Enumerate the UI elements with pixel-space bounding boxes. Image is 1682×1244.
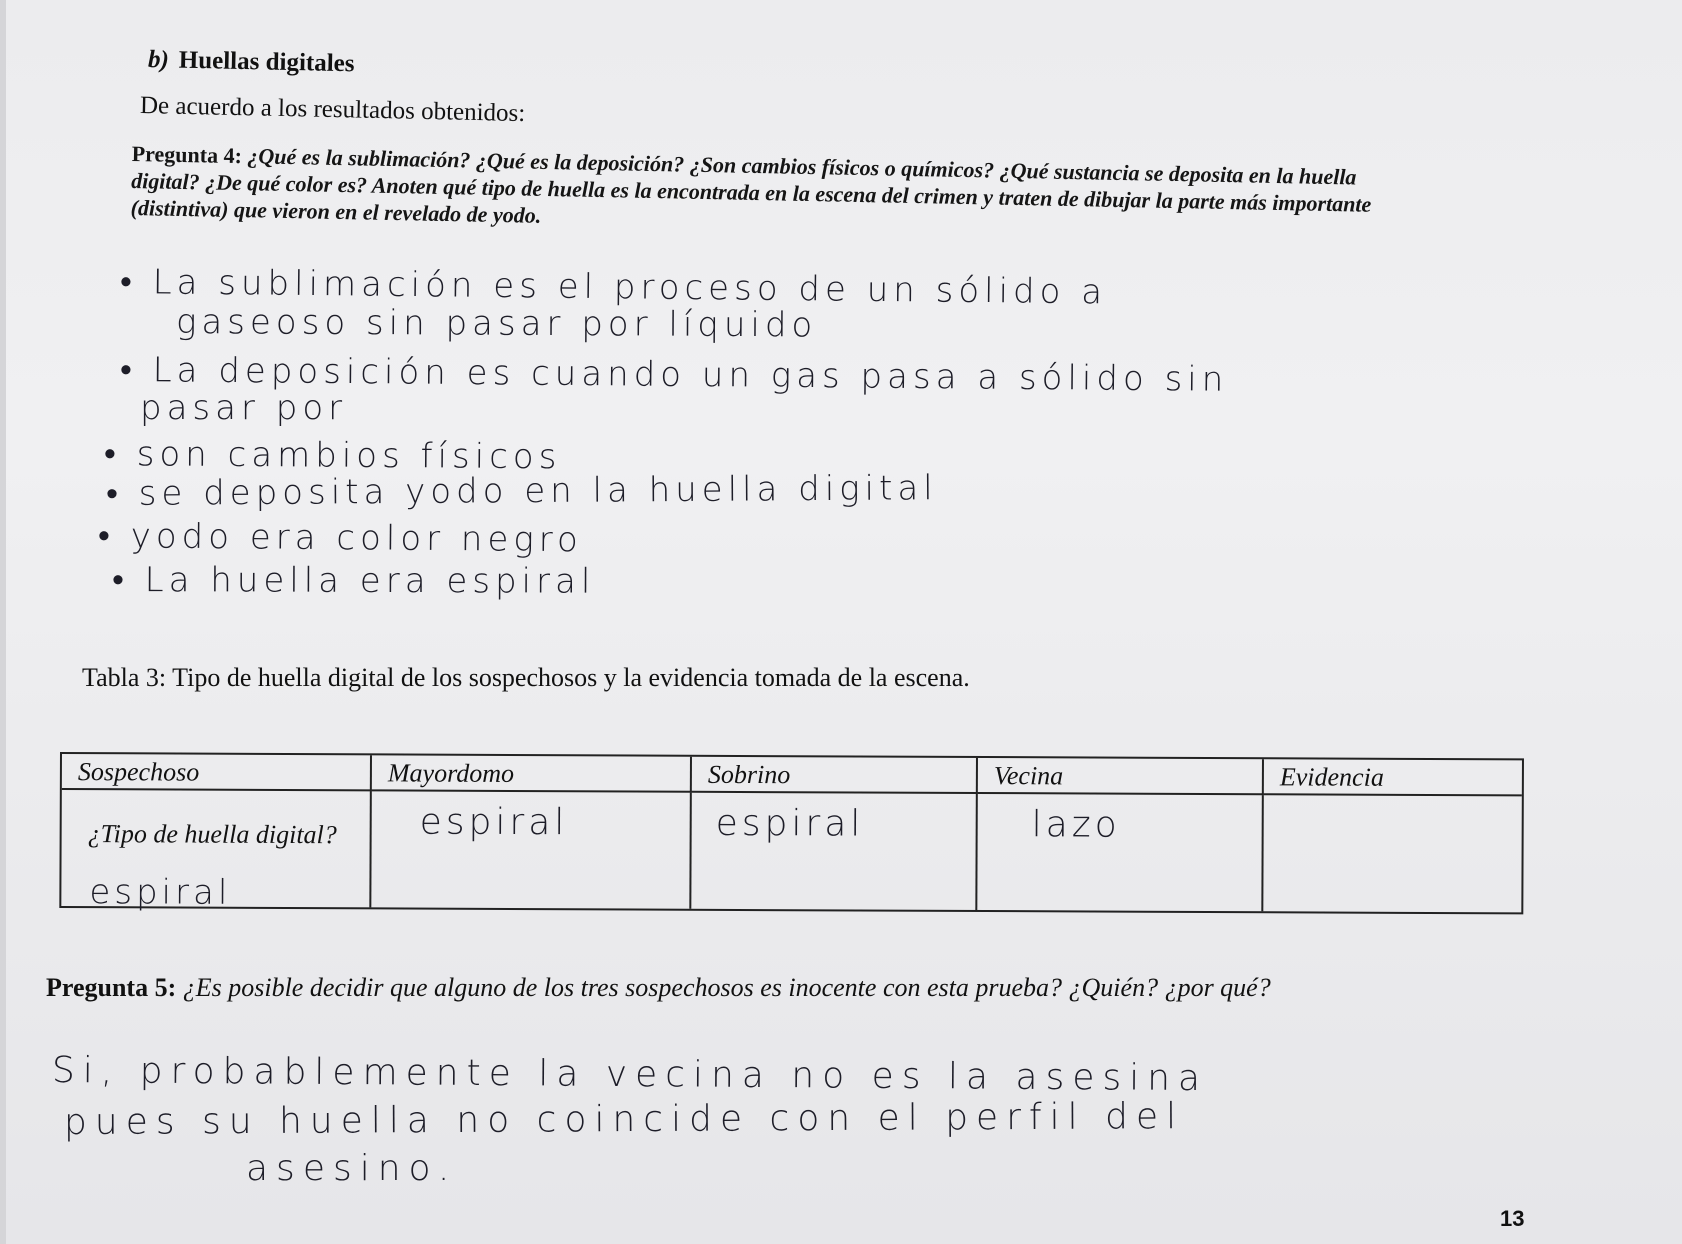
table-cell-butler: espiral (419, 801, 569, 844)
table-header-cell (692, 757, 978, 794)
table-caption: Tabla 3: Tipo de huella digital de los sospechosos y la evidencia tomada de la escena. (82, 663, 970, 692)
question-5-text: ¿Es posible decidir que alguno de los tres sospechosos es inocente con esta prueba? ¿Quién? ¿por qué? (182, 973, 1271, 1002)
table-row-label-answer: espiral (89, 872, 232, 913)
table-row-label-cell (61, 790, 372, 913)
table-cell-nephew: espiral (715, 802, 865, 845)
table-header-cell (1264, 759, 1522, 796)
table-row-label: ¿Tipo de huella digital? (87, 819, 337, 850)
answer-5-line: pues su huella no coincide con el perfil del (63, 1096, 1185, 1143)
page-number: 13 (1500, 1206, 1525, 1231)
answer-4-line: • La huella era espiral (111, 560, 596, 602)
table-header-evidence: Evidencia (1279, 762, 1384, 792)
question-4 (130, 140, 1421, 246)
table-header-cell (978, 758, 1264, 795)
table-header-nephew: Sobrino (707, 759, 791, 790)
answer-4-line: • yodo era color negro (97, 516, 583, 561)
answer-4-line: • se deposita yodo en la huella digital (105, 468, 938, 514)
table-cell (977, 794, 1264, 911)
table-header-cell (62, 754, 372, 791)
table-cell (371, 791, 692, 908)
section-title: Huellas digitales (178, 46, 355, 78)
question-5 (46, 972, 1486, 1004)
question-4-text: ¿Qué es la sublimación? ¿Qué es la deposición? ¿Son cambios físicos o químicos? ¿Qué sustancia se deposita en la huella digital? ¿De qué color es? Anoten qué tipo de huella es la encontrada en la escena del crimen y traten de dibujar la parte más importante (distintiva) que vieron en el revelado de yodo. (130, 143, 1372, 228)
question-4-label: Pregunta 4: (131, 140, 243, 169)
answer-4-line: gaseoso sin pasar por líquido (175, 302, 818, 346)
table-cell (691, 793, 978, 910)
answer-5-line: Si, probablemente la vecina no es la asesina (51, 1050, 1209, 1100)
answer-4-line: • son cambios físicos (103, 434, 562, 478)
fingerprint-table (59, 752, 1524, 914)
answer-5-line: asesino. (246, 1148, 458, 1189)
section-intro: De acuerdo a los resultados obtenidos: (139, 92, 526, 128)
answer-4-line: • La sublimación es el proceso de un sólido a (119, 262, 1108, 313)
table-header-suspect: Sospechoso (77, 757, 200, 787)
answer-4-line: • La deposición es cuando un gas pasa a sólido sin (119, 350, 1229, 400)
section-heading (148, 46, 355, 78)
section-letter: b) (147, 46, 170, 74)
table-cell-neighbor: lazo (1031, 804, 1121, 846)
question-5-label: Pregunta 5: (46, 973, 177, 1002)
table-header-neighbor: Vecina (993, 761, 1064, 791)
table-header-cell (372, 755, 692, 792)
table-header-butler: Mayordomo (387, 758, 515, 788)
answer-4-line: pasar por (140, 388, 348, 428)
table-cell (1263, 795, 1522, 912)
